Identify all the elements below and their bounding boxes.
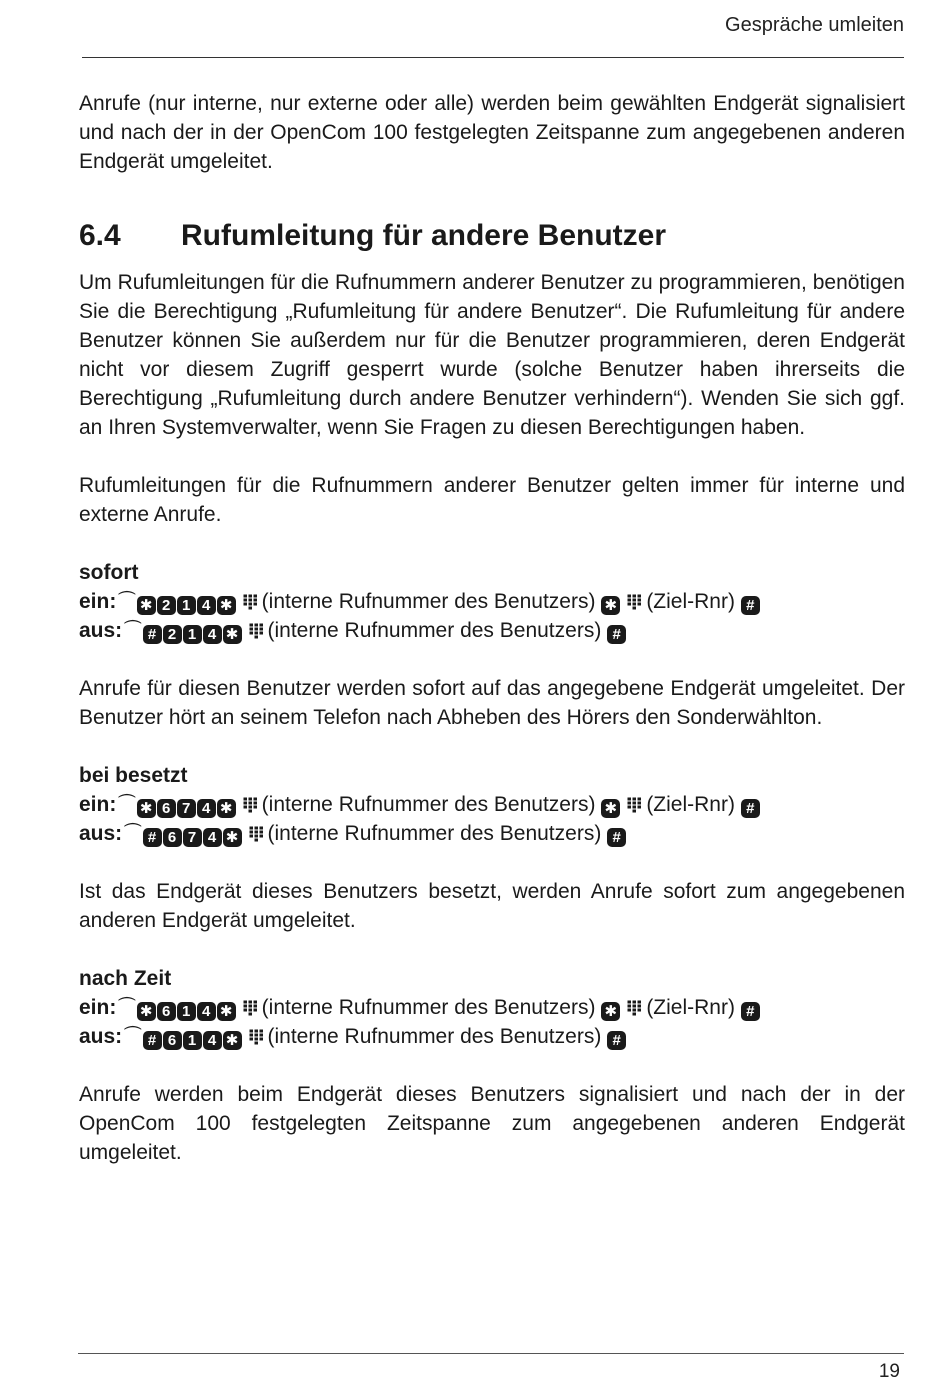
handset-lift-icon: ⏜ <box>118 591 136 611</box>
on-sequence <box>79 587 905 616</box>
user-number-placeholder: (interne Rufnummer des Benutzers) <box>261 590 596 613</box>
keypad-icon <box>249 618 264 634</box>
footer-rule <box>78 1353 904 1354</box>
off-label: aus: <box>79 619 123 642</box>
dial-key: ✱ <box>223 1031 242 1050</box>
dial-key: # <box>143 1031 162 1050</box>
dial-key: 6 <box>163 828 182 847</box>
dial-key: 7 <box>177 799 196 818</box>
hash-key: # <box>741 596 760 615</box>
mode-title: nach Zeit <box>79 967 172 990</box>
section-number: 6.4 <box>79 219 121 252</box>
dial-key: 4 <box>197 596 216 615</box>
section-paragraph-1: Um Rufumleitungen für die Rufnummern anderer Benutzer zu programmieren, benötigen Sie die Berechtigung „Rufumleitung für andere Benutzer“. Die Rufumleitung für andere Benutzer können Sie außerdem nur für die Benutzer programmieren, deren Endgerät nicht vor diesem Zugriff gesperrt wurde (solche Benutzer haben ihrerseits die Berechtigung „Rufumleitung durch andere Benutzer verhindern“). Wenden Sie sich ggf. an Ihren Systemverwalter, wenn Sie Fragen zu diesen Berechtigungen haben. <box>79 271 905 439</box>
handset-lift-icon: ⏜ <box>124 823 142 843</box>
off-sequence <box>79 616 905 645</box>
off-label: aus: <box>79 822 123 845</box>
dial-key: # <box>143 625 162 644</box>
dial-key: # <box>143 828 162 847</box>
page-content <box>79 89 905 1167</box>
off-label: aus: <box>79 1025 123 1048</box>
handset-lift-icon: ⏜ <box>118 794 136 814</box>
dial-key: ✱ <box>223 828 242 847</box>
dial-key: 6 <box>157 799 176 818</box>
keypad-icon <box>243 792 258 808</box>
mode-description: Anrufe für diesen Benutzer werden sofort auf das angegebene Endgerät umgeleitet. Der Benutzer hört an seinem Telefon nach Abheben des Hörers den Sonderwählton. <box>79 677 905 729</box>
dial-key: 1 <box>177 1002 196 1021</box>
header-rule <box>82 57 904 58</box>
hash-key: # <box>741 799 760 818</box>
dial-key: ✱ <box>137 799 156 818</box>
section-paragraph-2: Rufumleitungen für die Rufnummern anderer Benutzer gelten immer für interne und externe Anrufe. <box>79 474 905 526</box>
target-number-placeholder: (Ziel-Rnr) <box>646 590 735 613</box>
on-label: ein: <box>79 996 117 1019</box>
keypad-icon <box>243 589 258 605</box>
star-key: ✱ <box>601 799 620 818</box>
intro-paragraph: Anrufe (nur interne, nur externe oder alle) werden beim gewählten Endgerät signalisiert und nach der in der OpenCom 100 festgelegten Zeitspanne zum angegebenen anderen Endgerät umgeleitet. <box>79 92 905 173</box>
off-sequence <box>79 1022 905 1051</box>
off-sequence <box>79 819 905 848</box>
forwarding-mode-block <box>79 761 905 935</box>
dial-key: ✱ <box>137 596 156 615</box>
keypad-icon <box>627 792 642 808</box>
star-key: ✱ <box>601 1002 620 1021</box>
dial-key: ✱ <box>223 625 242 644</box>
section-title: Rufumleitung für andere Benutzer <box>181 219 667 252</box>
keypad-icon <box>243 995 258 1011</box>
hash-key: # <box>607 1031 626 1050</box>
handset-lift-icon: ⏜ <box>124 620 142 640</box>
hash-key: # <box>607 625 626 644</box>
dial-key: 4 <box>197 799 216 818</box>
forwarding-mode-block <box>79 964 905 1167</box>
dial-key: 6 <box>163 1031 182 1050</box>
target-number-placeholder: (Ziel-Rnr) <box>646 996 735 1019</box>
mode-title: bei besetzt <box>79 764 188 787</box>
dial-key: ✱ <box>137 1002 156 1021</box>
forwarding-mode-block <box>79 558 905 732</box>
page-number: 19 <box>878 1361 900 1382</box>
dial-key: 1 <box>177 596 196 615</box>
dial-key: 4 <box>197 1002 216 1021</box>
mode-title: sofort <box>79 561 139 584</box>
handset-lift-icon: ⏜ <box>118 997 136 1017</box>
keypad-icon <box>627 589 642 605</box>
mode-description: Ist das Endgerät dieses Benutzers besetzt, werden Anrufe sofort zum angegebenen anderen Endgerät umgeleitet. <box>79 880 905 932</box>
hash-key: # <box>741 1002 760 1021</box>
user-number-placeholder: (interne Rufnummer des Benutzers) <box>267 1025 602 1048</box>
dial-key: ✱ <box>217 596 236 615</box>
dial-key: 2 <box>163 625 182 644</box>
dial-key: ✱ <box>217 799 236 818</box>
user-number-placeholder: (interne Rufnummer des Benutzers) <box>261 996 596 1019</box>
user-number-placeholder: (interne Rufnummer des Benutzers) <box>267 822 602 845</box>
on-label: ein: <box>79 590 117 613</box>
dial-key: ✱ <box>217 1002 236 1021</box>
user-number-placeholder: (interne Rufnummer des Benutzers) <box>267 619 602 642</box>
dial-key: 4 <box>203 1031 222 1050</box>
hash-key: # <box>607 828 626 847</box>
dial-key: 4 <box>203 625 222 644</box>
on-sequence <box>79 993 905 1022</box>
keypad-icon <box>627 995 642 1011</box>
keypad-icon <box>249 1024 264 1040</box>
star-key: ✱ <box>601 596 620 615</box>
keypad-icon <box>249 821 264 837</box>
on-label: ein: <box>79 793 117 816</box>
handset-lift-icon: ⏜ <box>124 1026 142 1046</box>
section-heading <box>79 218 905 254</box>
running-header: Gespräche umleiten <box>725 14 904 36</box>
dial-key: 7 <box>183 828 202 847</box>
dial-key: 6 <box>157 1002 176 1021</box>
dial-key: 1 <box>183 625 202 644</box>
dial-key: 1 <box>183 1031 202 1050</box>
mode-description: Anrufe werden beim Endgerät dieses Benutzers signalisiert und nach der in der OpenCom 100 festgelegten Zeitspanne zum angegebenen anderen Endgerät umgeleitet. <box>79 1083 905 1164</box>
dial-key: 4 <box>203 828 222 847</box>
user-number-placeholder: (interne Rufnummer des Benutzers) <box>261 793 596 816</box>
forwarding-modes <box>79 558 905 1167</box>
on-sequence <box>79 790 905 819</box>
dial-key: 2 <box>157 596 176 615</box>
target-number-placeholder: (Ziel-Rnr) <box>646 793 735 816</box>
